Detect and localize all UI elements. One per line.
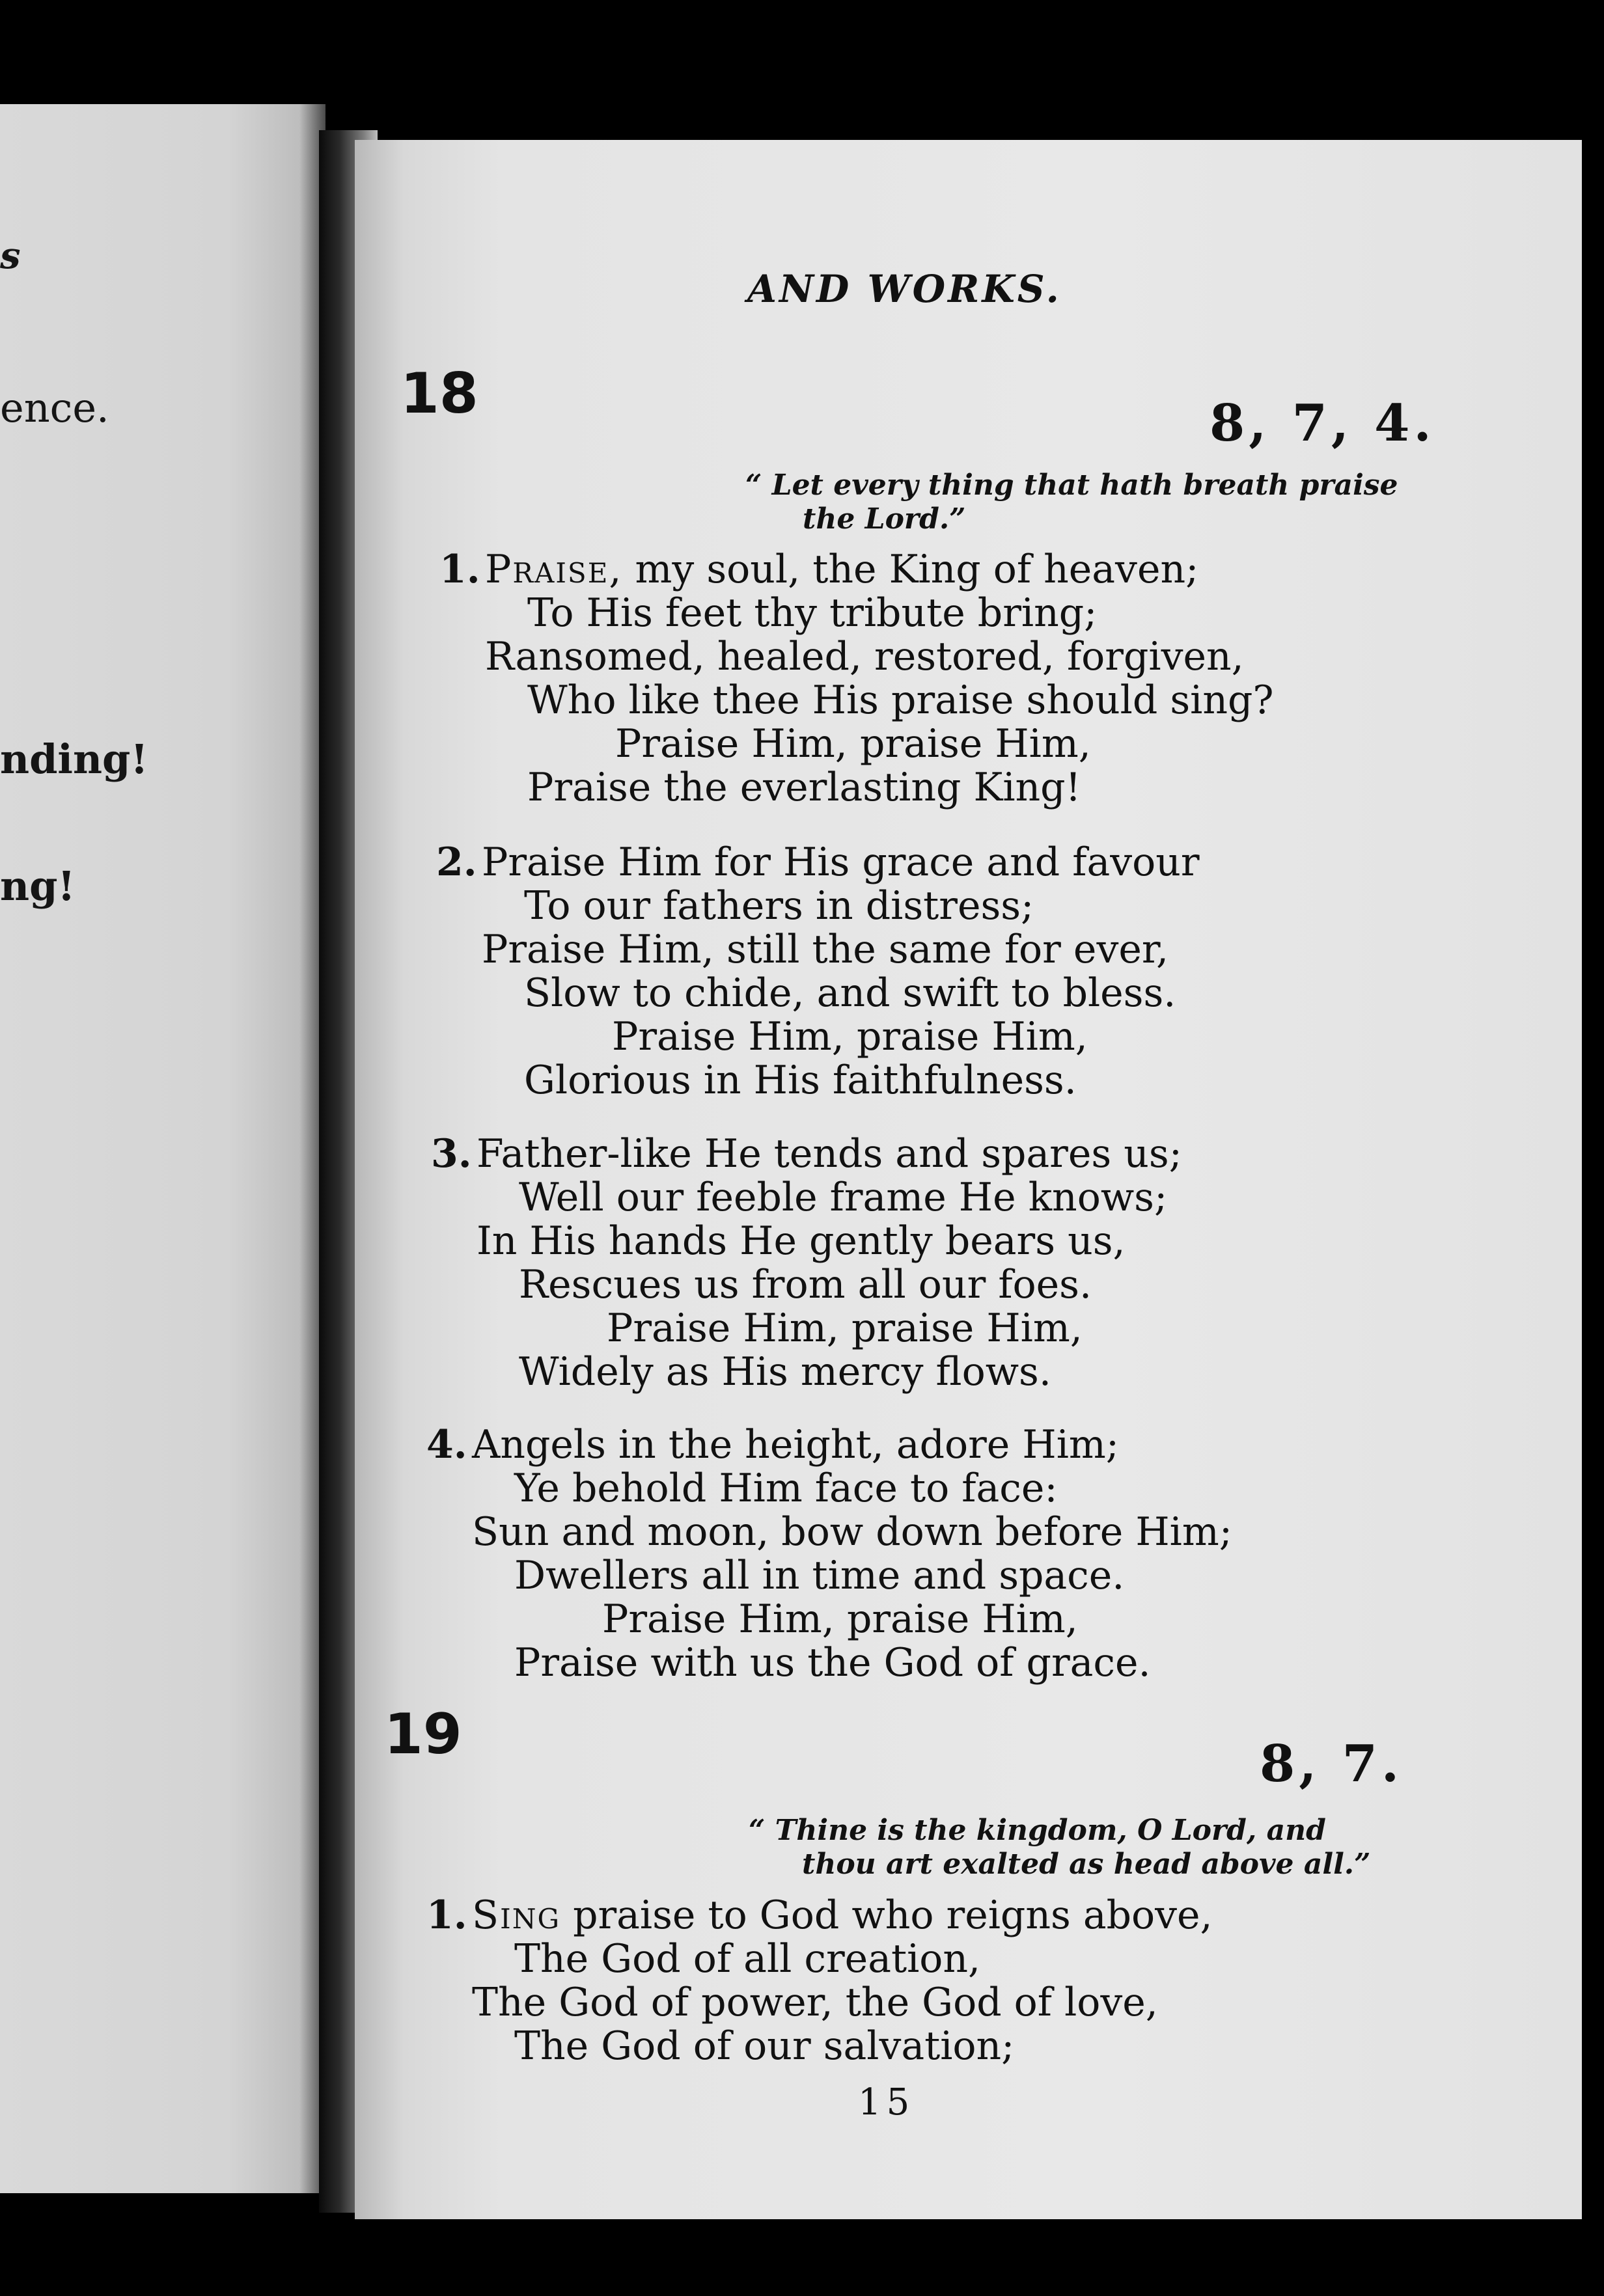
left-page-fragment: s (0, 234, 21, 277)
previous-page-edge (0, 104, 325, 2193)
left-page-fragment: ence. (0, 384, 109, 431)
hymn-meter: 8, 7. (1260, 1734, 1404, 1794)
verse-refrain: Praise Him, praise Him, (615, 721, 1091, 767)
verse-first-word: Sing (472, 1893, 560, 1938)
verse-number: 4. (426, 1422, 467, 1468)
verse-refrain: Praise Him, praise Him, (612, 1014, 1088, 1059)
verse-number: 2. (436, 840, 477, 885)
verse-line: Who like thee His praise should sing? (527, 677, 1274, 723)
hymn-epigraph (749, 1814, 1370, 1881)
page-number: 15 (858, 2081, 915, 2124)
hymn-number: 19 (384, 1702, 462, 1767)
verse-line: Ye behold Him face to face: (514, 1466, 1058, 1511)
verse-line: Ransomed, healed, restored, forgiven, (485, 634, 1244, 679)
verse-line: Rescues us from all our foes. (519, 1262, 1092, 1307)
epigraph-line: “ Thine is the kingdom, O Lord, and (749, 1814, 1326, 1847)
epigraph-line: thou art exalted as head above all.” (802, 1848, 1371, 1881)
verse (431, 1131, 1182, 1395)
verse-line: Well our feeble frame He knows; (519, 1175, 1168, 1220)
hymn-epigraph (745, 469, 1398, 536)
verse-first-word: Praise, (485, 547, 623, 592)
verse-line: To our fathers in distress; (524, 883, 1034, 929)
verse-line: Angels in the height, adore Him; (472, 1422, 1120, 1468)
verse-line: Praise Him, still the same for ever, (482, 927, 1169, 972)
hymn-meter: 8, 7, 4. (1210, 394, 1435, 453)
verse-line: Praise with us the God of grace. (514, 1640, 1151, 1686)
verse-line: Sing praise to God who reigns above, (472, 1893, 1213, 1938)
verse (436, 840, 1200, 1103)
verse-line: To His feet thy tribute bring; (527, 590, 1098, 636)
verse-line: Praise the everlasting King! (527, 765, 1081, 810)
verse-line: Praise, my soul, the King of heaven; (485, 547, 1199, 592)
verse-number: 3. (431, 1131, 472, 1177)
left-page-fragment: ng! (0, 862, 76, 910)
verse-line: The God of our salvation; (514, 2023, 1015, 2069)
left-page-fragment: nding! (0, 735, 148, 783)
verse (426, 1422, 1232, 1686)
verse (439, 547, 1274, 810)
verse (426, 1893, 1213, 2069)
verse-line: Father-like He tends and spares us; (477, 1131, 1182, 1177)
verse-refrain: Praise Him, praise Him, (607, 1305, 1083, 1351)
verse-line: Glorious in His faithfulness. (524, 1058, 1077, 1103)
verse-line: The God of all creation, (514, 1936, 981, 1982)
running-head: AND WORKS. (747, 267, 1062, 311)
verse-line: Praise Him for His grace and favour (482, 840, 1200, 885)
verse-line: In His hands He gently bears us, (477, 1218, 1126, 1264)
verse-line: Sun and moon, bow down before Him; (472, 1509, 1232, 1555)
verse-refrain: Praise Him, praise Him, (602, 1596, 1078, 1642)
verse-line: The God of power, the God of love, (472, 1980, 1158, 2025)
verse-number: 1. (439, 547, 480, 592)
verse-line: Dwellers all in time and space. (514, 1553, 1125, 1598)
verse-line: Slow to chide, and swift to bless. (524, 970, 1176, 1016)
verse-line: Widely as His mercy flows. (519, 1349, 1051, 1395)
verse-number: 1. (426, 1893, 467, 1938)
hymn-number: 18 (400, 361, 478, 426)
epigraph-line: “ Let every thing that hath breath praise (745, 469, 1398, 502)
epigraph-line: the Lord.” (803, 502, 966, 536)
